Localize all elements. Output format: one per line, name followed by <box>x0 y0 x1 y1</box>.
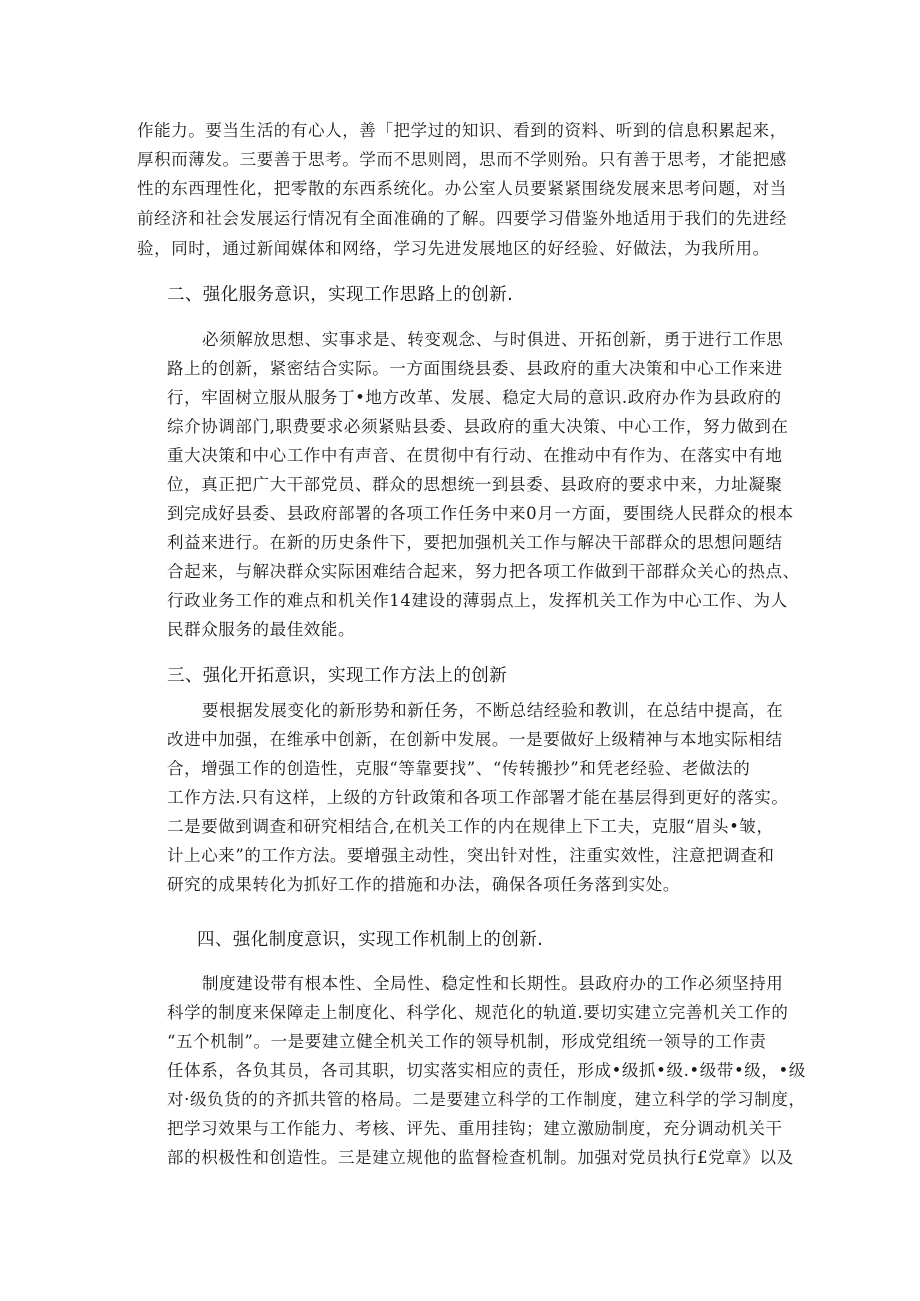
text-line: 作能力。要当生活的有心人，善「把学过的知识、看到的资料、听到的信息积累起来， <box>137 121 787 140</box>
text-line: 科学的制度来保障走上制度化、科学化、规范化的轨道.要切实建立完善机关工作的 <box>167 1003 789 1022</box>
text-line: “五个机制”。一是要建立健全机关工作的领导机制，形成党组统一领导的工作责 <box>167 1032 767 1051</box>
text-line: 计上心来”的工作方法。要增强主动性，突出针对性，注重实效性，注意把调查和 <box>167 846 775 865</box>
text-line: 利益来进行。在新的历史条件下，要把加强机关工作与解决干部群众的思想问题结 <box>167 533 783 552</box>
text-line: 路上的创新，紧密结合实际。一方面围绕县委、县政府的重大决策和中心工作来进 <box>167 359 783 378</box>
text-line: 位，真正把广大干部党员、群众的思想统一到县委、县政府的要求中来，力址凝聚 <box>167 475 783 494</box>
text-line: 部的枳极性和创造性。三是建立规他的监督检查机制。加强对党员执行£党章》以及 <box>167 1148 794 1167</box>
text-line: 重大决策和中心工作中有声音、在贯彻中有行动、在推动中有作为、在落实中有地 <box>167 446 783 465</box>
text-line: 到完成好县委、县政府部署的各项工作任务中来0月一方面，要围绕人民群众的根本 <box>167 504 794 523</box>
text-line: 任体系，各负其员，各司其职，切实落实相应的责任，形成•级抓•级.•级带•级，•级 <box>167 1061 806 1080</box>
text-line: 工作方法.只有这样，上级的方针政策和各项工作部署才能在基层得到更好的落实。 <box>167 788 789 807</box>
text-line: 厚积而薄发。三要善于思考。学而不思则罔，思而不学则殆。只有善于思考，才能把感 <box>137 150 787 169</box>
text-line: 合起来，与解决群众实际困难结合起来，努力把各项工作做到干部群众关心的热点、 <box>167 562 800 581</box>
text-line: 对·级负货的的齐抓共管的格局。二是要建立科学的工作制度，建立科学的学习制度， <box>167 1090 806 1109</box>
text-line: 行政业务工作的难点和机关作14建设的薄弱点上，发挥机关工作为中心工作、为人 <box>167 591 788 610</box>
text-line: 合，增强工作的创造性，克服“等靠要找”、“传转搬抄”和凭老经验、老做法的 <box>167 759 751 778</box>
text-line: 行，牢固树立服从服务丁•地方改革、发展、稳定大局的意识.政府办作为县政府的 <box>167 388 782 407</box>
text-line: 性的东西理性化，把零散的东西系统化。办公室人员要紧紧围绕发展来思考问题，对当 <box>137 179 787 198</box>
text-line: 前经济和社会发展运行情况有全面准确的了解。四要学习借鉴外地适用于我们的先进经 <box>137 209 787 228</box>
text-line: 验，同时，通过新闻媒体和网络，学习先进发展地区的好经验、好做法，为我所用。 <box>137 239 770 258</box>
text-line: 研究的成果转化为抓好工作的措施和办法，确保各项任务落到实处。 <box>167 875 680 894</box>
text-line: 要根据发展变化的新形势和新任务，不断总结经验和教训，在总结中提高，在 <box>202 701 784 720</box>
text-line: 二是要做到调查和研究相结合,在机关工作的内在规律上下工夫，克服“眉头•皱， <box>167 817 774 836</box>
section-heading-2: 二、强化服务意识，实现工作思路上的创新. <box>167 285 514 305</box>
text-line: 把学习效果与工作能力、考核、评先、重用挂钩；建立激励制度，充分调动机关干 <box>167 1119 783 1138</box>
section-heading-3: 三、强化开拓意识，实现工作方法上的创新 <box>167 666 508 686</box>
text-line: 民群众服务的最佳效能。 <box>167 620 356 639</box>
text-line: 综介协调部门,职费要求必须紧贴县委、县政府的重大决策、中心工作，努力做到在 <box>167 417 789 436</box>
text-line: 改进中加强，在维承中创新，在创新中发展。一是要做好上级精神与本地实际相结 <box>167 730 783 749</box>
section-heading-4: 四、强化制度意识，实现工作机制上的创新. <box>197 930 544 950</box>
text-line: 必须解放思想、实事求是、转变观念、与时俱进、开拓创新，勇于进行工作思 <box>202 330 784 349</box>
text-line: 制度建设带有根本性、全局性、稳定性和长期性。县政府办的工作必须坚持用 <box>202 974 784 993</box>
